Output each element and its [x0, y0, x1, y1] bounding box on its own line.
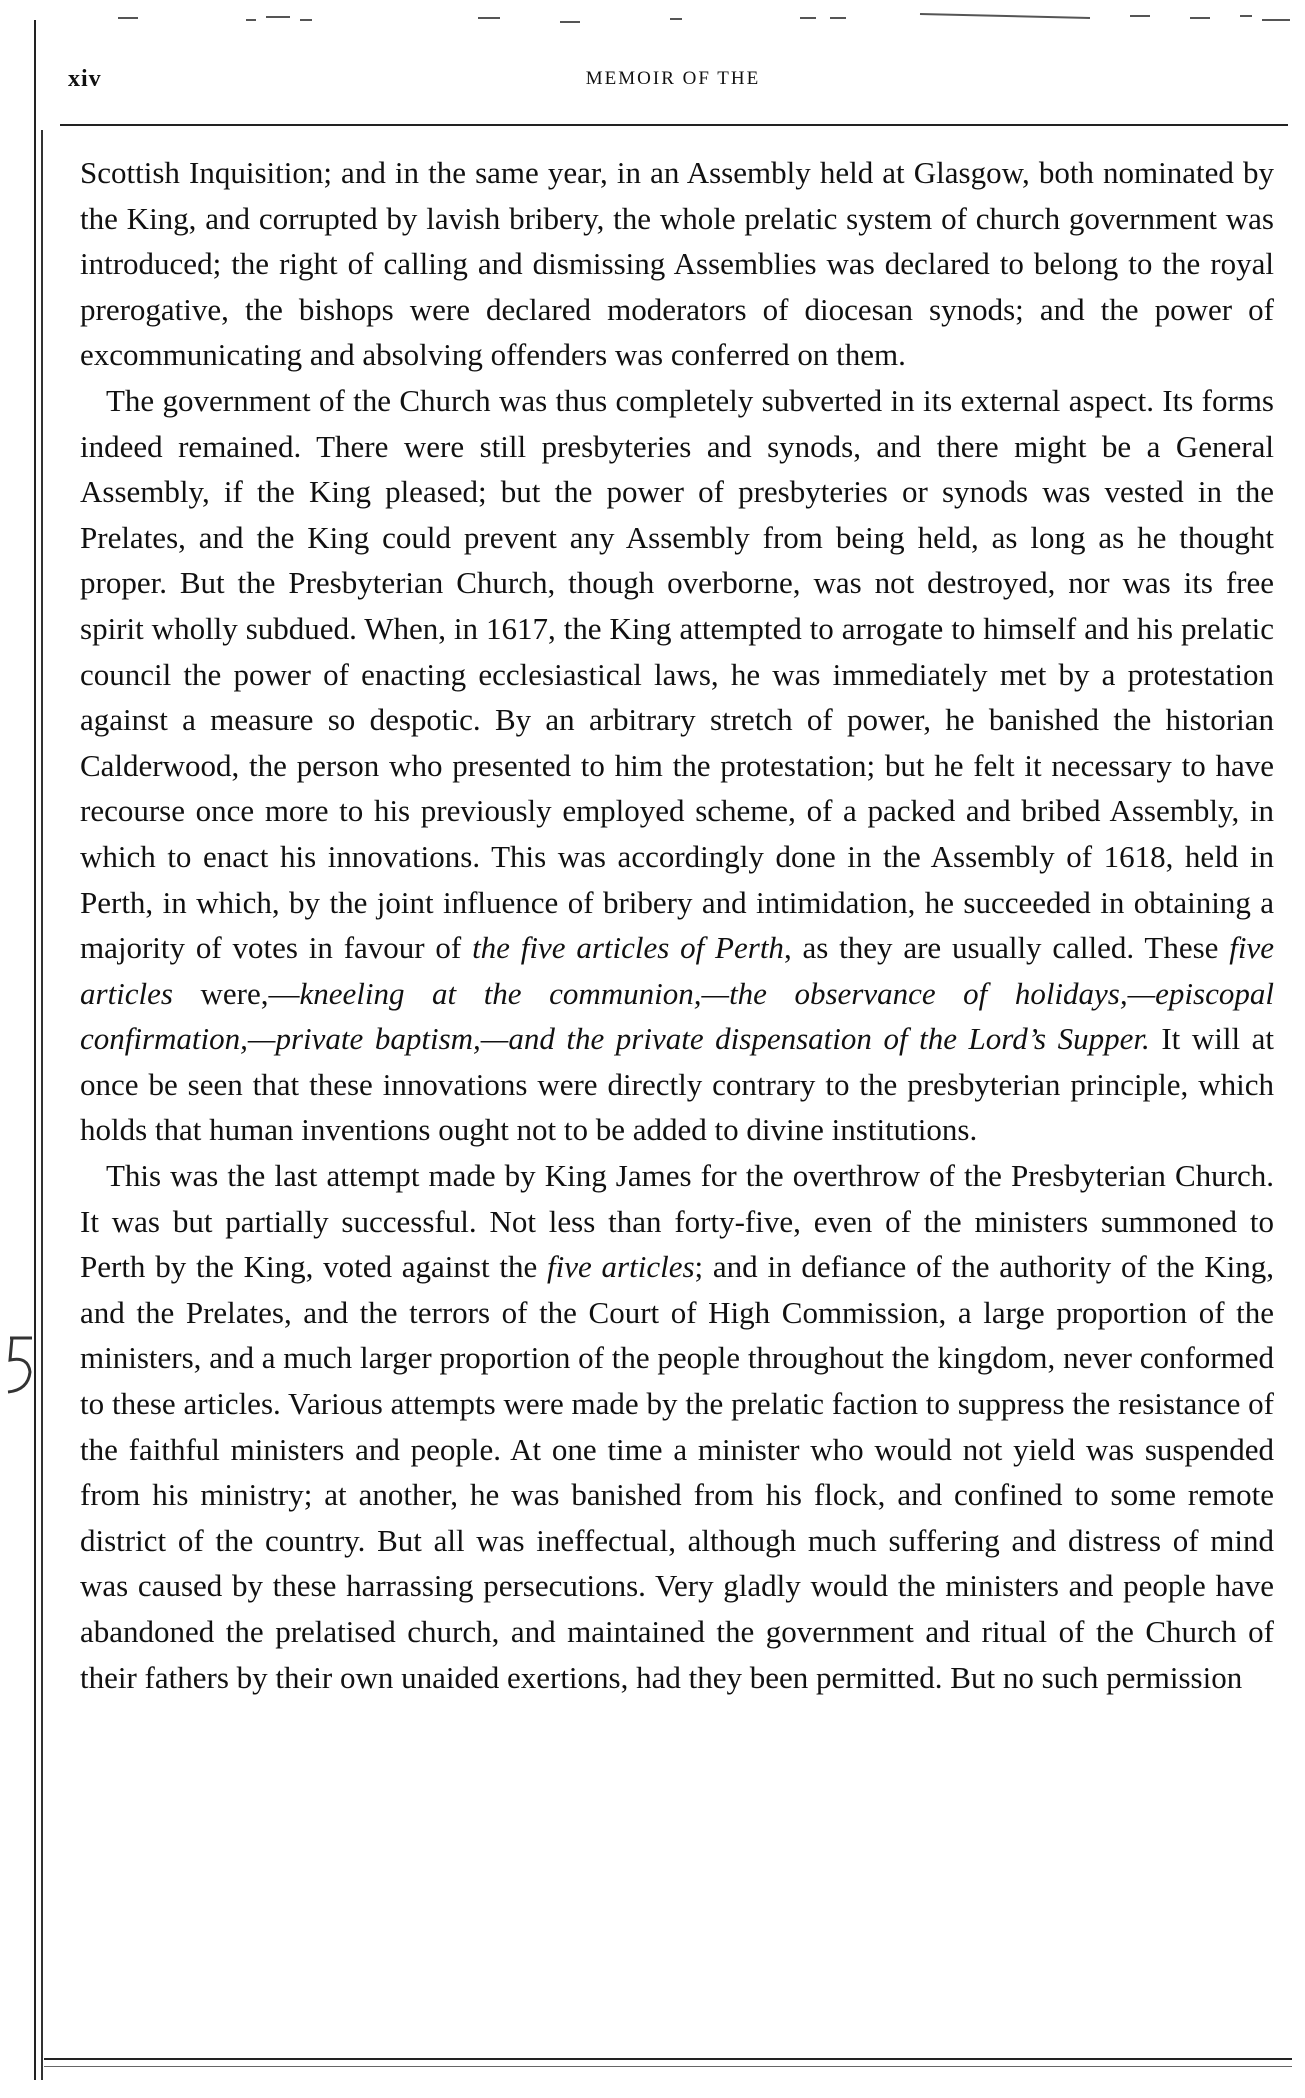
paragraph-3 — [80, 1153, 1274, 1700]
italic-phrase: the five articles of Perth — [472, 930, 784, 966]
header-rule — [60, 124, 1288, 126]
top-border-dashes — [0, 4, 1305, 28]
page-number: xiv — [68, 66, 102, 92]
paragraph-2 — [80, 378, 1274, 1153]
paragraph-1-text: Scottish Inquisition; and in the same year, in an Assembly held at Glasgow, both nominated by the King, and corrupted by lavish bribery, the whole prelatic system of church government was introduced; the right of calling and dismissing Assemblies was declared to belong to the royal prerogative, the bishops were declared moderators of diocesan synods; and the power of excommunicating and absolving offenders was conferred on them. — [80, 155, 1274, 373]
running-head: MEMOIR OF THE — [585, 68, 761, 89]
paragraph-2-text: were,— — [173, 975, 300, 1011]
footer-rule-secondary — [44, 2066, 1292, 2067]
italic-phrase: kneeling at the communion,—the observance of holidays,—episcopal confirmation,—private baptism,—and the private dispensation of the Lord’s Supper. — [80, 975, 1274, 1057]
paragraph-3-text: This was the last attempt made by King James for the overthrow of the Presbyterian Church. It was but partially successful. Not less than forty-five, even of the ministers summoned to Perth by the King, voted against the — [80, 1158, 1274, 1285]
paragraph-1 — [80, 150, 1274, 378]
footer-rule — [44, 2058, 1292, 2060]
paragraph-2-text: The government of the Church was thus completely subverted in its external aspect. Its forms indeed remained. There were still presbyteries and synods, and there might be a General Assembly, if the King pleased; but the power of presbyteries or synods was vested in the Prelates, and the King could prevent any Assembly from being held, as long as he thought proper. But the Presbyterian Church, though overborne, was not destroyed, nor was its free spirit wholly subdued. When, in 1617, the King attempted to arrogate to himself and his prelatic council the power of enacting ecclesiastical laws, he was immediately met by a protestation against a measure so despotic. By an arbitrary stretch of power, he banished the historian Calderwood, the person who presented to him the protestation; but he felt it necessary to have recourse once more to his previously employed scheme, of a packed and bribed Assembly, in which to enact his innovations. This was accordingly done in the Assembly of 1618, held in Perth, in which, by the joint influence of bribery and intimidation, he succeeded in obtaining a majority of votes in favour of — [80, 382, 1274, 966]
paragraph-2-text: , as they are usually called. These — [783, 930, 1230, 966]
italic-phrase: five articles — [547, 1249, 695, 1285]
page-body — [80, 150, 1274, 1700]
left-margin-rules — [34, 20, 48, 2080]
handwritten-margin-mark — [2, 1330, 42, 1400]
paragraph-3-text: ; and in defiance of the authority of the King, and the Prelates, and the terrors of the Court of High Commission, a large proportion of the ministers, and a much larger proportion of the people throughout the kingdom, never conformed to these articles. Various attempts were made by the prelatic faction to suppress the resistance of the faithful ministers and people. At one time a minister who would not yield was suspended from his ministry; at another, he was banished from his flock, and confined to some remote district of the country. But all was ineffectual, although much suffering and distress of mind was caused by these harrassing persecutions. Very gladly would the ministers and people have abandoned the prelatised church, and maintained the government and ritual of the Church of their fathers by their own unaided exertions, had they been permitted. But no such permission — [80, 1249, 1274, 1695]
italic-phrase: five articles — [80, 930, 1274, 1011]
page-header — [68, 66, 1278, 96]
paragraph-2-text: It will at once be seen that these innovations were directly contrary to the presbyterian principle, which holds that human inventions ought not to be added to divine institutions. — [80, 1021, 1274, 1148]
